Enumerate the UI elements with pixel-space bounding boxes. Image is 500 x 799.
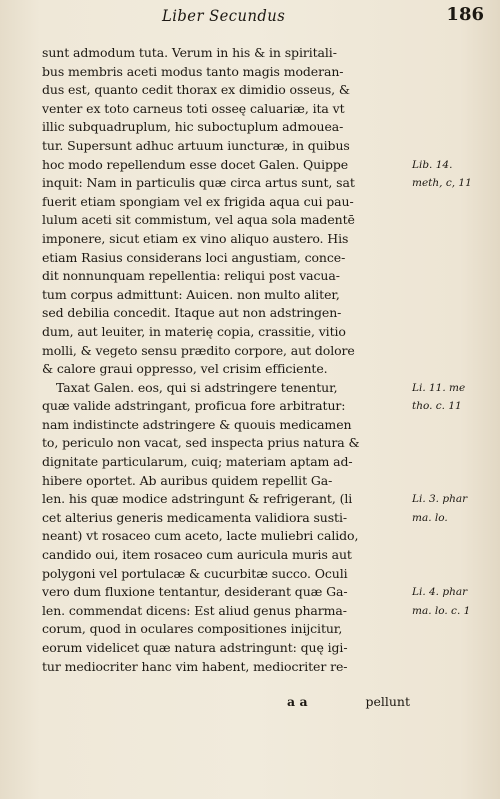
text-line: bus membris aceti modus tanto magis moderan- (42, 63, 344, 79)
page-number: 186 (446, 4, 484, 25)
text-line: venter ex toto carneus toti osseę caluariæ, ita vt (42, 100, 345, 116)
text-line: cet alterius generis medicamenta validiora susti- (42, 509, 348, 525)
text-line: imponere, sicut etiam ex vino aliquo austero. His (42, 230, 349, 246)
text-line: sed debilia concedit. Itaque aut non adstringen- (42, 305, 342, 321)
text-line: dit nonnunquam repellentia: reliqui post vacua- (42, 268, 340, 284)
text-line: dus est, quanto cedit thorax ex dimidio osseus, & (42, 82, 350, 98)
text-line: len. commendat dicens: Est aliud genus pharma- (42, 602, 347, 618)
margin-note: tho. c. 11 (412, 400, 462, 413)
running-title: Liber Secundus (162, 6, 286, 25)
text-line: sunt admodum tuta. Verum in his & in spiritali- (42, 45, 337, 60)
page-footer (42, 694, 412, 714)
text-line: nam indistincte adstringere & quouis medicamen (42, 416, 352, 432)
main-text-block (42, 44, 412, 676)
text-line: eorum videlicet quæ natura adstringunt: quę igi- (42, 640, 348, 655)
text-line: Taxat Galen. eos, qui si adstringere tenentur, (56, 379, 338, 395)
text-line: to, periculo non vacat, sed inspecta prius natura & (42, 435, 360, 451)
text-line: lulum aceti sit commistum, vel aqua sola madentē (42, 212, 355, 228)
page-header (42, 4, 484, 28)
text-line: molli, & vegeto sensu prædito corpore, aut dolore (42, 342, 355, 358)
text-line: candido oui, item rosaceo cum auricula muris aut (42, 547, 352, 563)
margin-note: meth, c, 11 (412, 177, 472, 190)
text-line: dignitate particularum, cuiq; materiam aptam ad- (42, 454, 353, 470)
text-line: corum, quod in oculares compositiones inijcitur, (42, 621, 343, 637)
text-line: neant) vt rosaceo cum aceto, lacte muliebri calido, (42, 528, 359, 544)
text-line: dum, aut leuiter, in materię copia, crassitie, vitio (42, 323, 346, 339)
margin-note: ma. lo. (412, 512, 448, 524)
text-line: & calore graui oppresso, vel crisim efficiente. (42, 361, 328, 377)
text-line: quæ valide adstringant, proficua fore arbitratur: (42, 398, 346, 414)
text-line: illic subquadruplum, hic suboctuplum admouea- (42, 119, 344, 135)
text-line: etiam Rasius considerans loci angustiam, conce- (42, 249, 346, 265)
text-line: len. his quæ modice adstringunt & refrigerant, (li (42, 491, 353, 507)
text-line: vero dum fluxione tentantur, desiderant quæ Ga- (42, 584, 348, 600)
signature-mark: a a (287, 694, 308, 709)
text-line: fuerit etiam spongiam vel ex frigida aqua cui pau- (42, 193, 354, 209)
text-line: hibere oportet. Ab auribus quidem repellit Ga- (42, 472, 333, 488)
margin-note: Li. 11. me (412, 381, 466, 394)
margin-note: ma. lo. c. 1 (412, 605, 471, 617)
text-line: hoc modo repellendum esse docet Galen. Quippe (42, 156, 349, 172)
text-line: polygoni vel portulacæ & cucurbitæ succo. Oculi (42, 565, 348, 581)
text-line: tum corpus admittunt: Auicen. non multo aliter, (42, 286, 340, 302)
margin-note: Lib. 14. (412, 158, 453, 171)
text-line: tur mediocriter hanc vim habent, mediocriter re- (42, 658, 348, 674)
margin-note: Li. 3. phar (412, 493, 468, 506)
text-line: inquit: Nam in particulis quæ circa artus sunt, sat (42, 175, 355, 191)
catchword: pellunt (365, 694, 410, 709)
margin-notes (412, 0, 498, 799)
margin-note: Li. 4. phar (412, 586, 468, 599)
text-line: tur. Supersunt adhuc artuum iuncturæ, in quibus (42, 137, 350, 153)
